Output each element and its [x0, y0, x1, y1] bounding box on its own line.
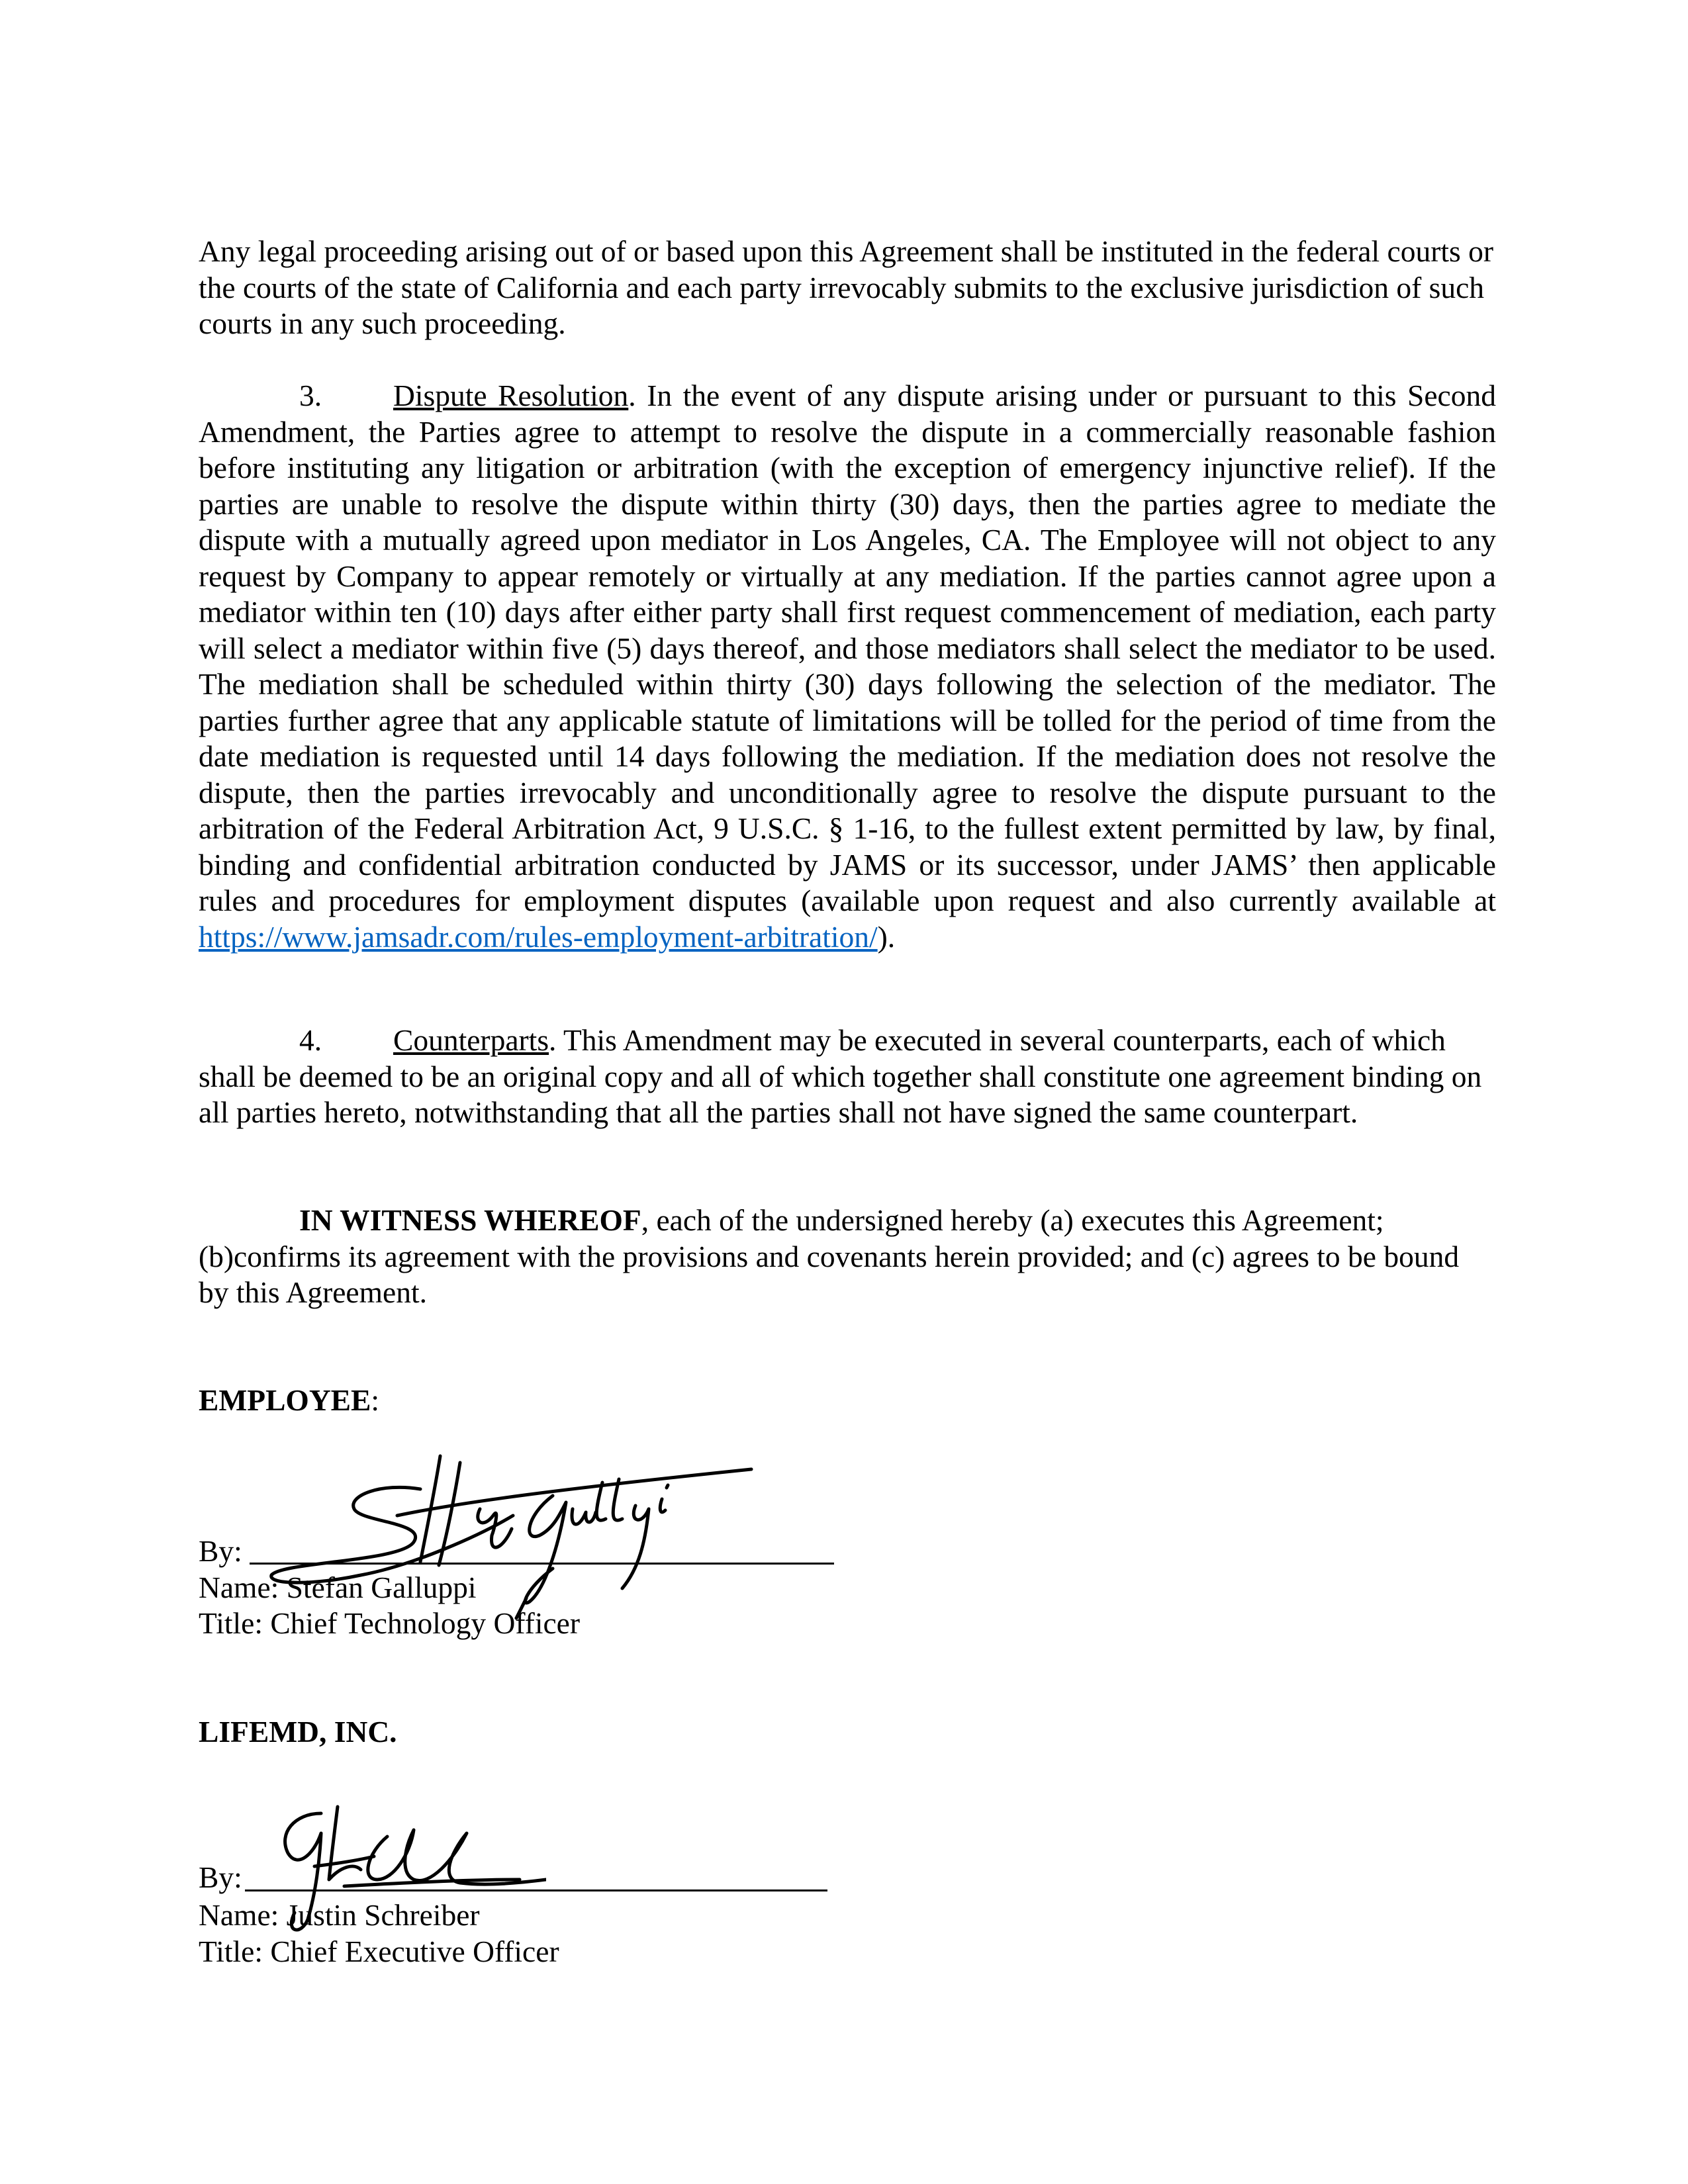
employee-heading-colon: :: [371, 1383, 380, 1417]
employee-heading-text: EMPLOYEE: [199, 1383, 371, 1417]
company-signature-line: [245, 1889, 827, 1891]
section-4-number: 4.: [299, 1023, 322, 1057]
employee-name: Name: Stefan Galluppi: [199, 1570, 477, 1604]
section-3-dispute-resolution: [199, 378, 1496, 955]
section-3-tail: ).: [877, 919, 896, 954]
company-heading: LIFEMD, INC.: [199, 1715, 397, 1749]
employee-signature-line: [250, 1563, 834, 1565]
jurisdiction-paragraph: [199, 234, 1496, 342]
section-4-counterparts: [199, 1023, 1496, 1131]
jams-rules-link[interactable]: https://www.jamsadr.com/rules-employment-arbitration/: [199, 919, 878, 954]
section-3-number: 3.: [299, 379, 322, 412]
employee-heading: [199, 1383, 379, 1419]
employee-by-label: By:: [199, 1534, 242, 1568]
company-name: Name: Justin Schreiber: [199, 1898, 480, 1932]
witness-paragraph: [199, 1203, 1496, 1311]
jurisdiction-text: Any legal proceeding arising out of or based upon this Agreement shall be instituted in the federal courts or the courts of the state of California and each party irrevocably submits to the exclusive jurisdiction of such courts in any such proceeding.: [199, 234, 1493, 340]
section-3-body: . In the event of any dispute arising under or pursuant to this Second Amendment, the Parties agree to attempt to resolve the dispute in a commercially reasonable fashion before instituting any litigation or arbitration (with the exception of emergency injunctive relief). If the parties are unable to resolve the dispute within thirty (30) days, then the parties agree to mediate the dispute with a mutually agreed upon mediator in Los Angeles, CA. The Employee will not object to any request by Company to appear remotely or virtually at any mediation. If the parties cannot agree upon a mediator within ten (10) days after either party shall first request commencement of mediation, each party will select a mediator within five (5) days thereof, and those mediators shall select the mediator to be used. The mediation shall be scheduled within thirty (30) days following the selection of the mediator. The parties further agree that any applicable statute of limitations will be tolled for the period of time from the date mediation is requested until 14 days following the mediation. If the mediation does not resolve the dispute, then the parties irrevocably and unconditionally agree to resolve the dispute pursuant to the arbitration of the Federal Arbitration Act, 9 U.S.C. § 1-16, to the fullest extent permitted by law, by final, binding and confidential arbitration conducted by JAMS or its successor, under JAMS’ then applicable rules and procedures for employment disputes (available upon request and also currently available at: [199, 379, 1496, 917]
section-4-heading: Counterparts: [393, 1023, 549, 1057]
witness-bold-text: IN WITNESS WHEREOF: [299, 1203, 641, 1237]
company-by-label: By:: [199, 1860, 242, 1894]
witness-body: , each of the undersigned hereby (a) executes this Agreement; (b)confirms its agreement with the provisions and covenants herein provided; and (c) agrees to be bound by this Agreement.: [199, 1203, 1460, 1309]
section-3-heading: Dispute Resolution: [393, 379, 629, 412]
company-title: Title: Chief Executive Officer: [199, 1934, 559, 1968]
section-4-body: . This Amendment may be executed in several counterparts, each of which shall be deemed to be an original copy and all of which together shall constitute one agreement binding on all parties hereto, notwithstanding that all the parties shall not have signed the same counterpart.: [199, 1023, 1482, 1129]
employee-title: Title: Chief Technology Officer: [199, 1606, 581, 1640]
